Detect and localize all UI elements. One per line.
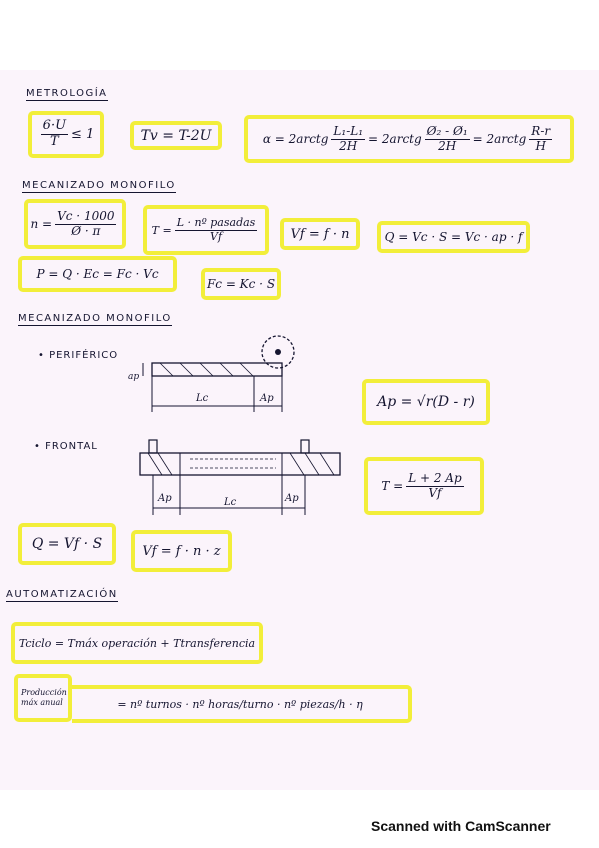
- label-lc-periferico: Lc: [196, 393, 209, 404]
- label-ap-periferico: ap: [128, 372, 140, 382]
- section-heading-mecanizado-2: MECANIZADO MONOFILO: [18, 313, 172, 324]
- formula-fc: Fc = Kc · S: [201, 268, 281, 300]
- label-frontal: • FRONTAL: [34, 441, 98, 452]
- formula-n: n = $\frac{Vc \cdot 1000}{Ø \cdot \pi}$: [24, 199, 126, 249]
- formula-vf: Vf = f · n: [280, 218, 360, 250]
- formula-vf-frontal: Vf = f · n · z: [131, 530, 232, 572]
- formula-ap: Ap = √r(D - r): [362, 379, 490, 425]
- formula-tv: Tv = T-2U: [130, 121, 222, 150]
- section-heading-mecanizado-1: MECANIZADO MONOFILO: [22, 180, 176, 191]
- formula-q-frontal: Q = Vf · S: [18, 523, 116, 565]
- label-ap-frontal-left: Ap: [158, 493, 172, 504]
- formula-p: P = Q · Ec = Fc · Vc: [18, 256, 177, 292]
- formula-t-passes: T = $\frac{\text{L · nº pasadas}}{Vf}$: [143, 205, 269, 255]
- section-heading-metrologia: METROLOGÍA: [26, 88, 108, 99]
- formula-produccion: = nº turnos · nº horas/turno · nº piezas/h · η: [72, 685, 412, 723]
- formula-tciclo: Tciclo = Tmáx operación + Ttransferencia: [11, 622, 263, 664]
- formula-ratio: $\frac{6\cdot U}{T}$ ≤ 1: [28, 111, 104, 158]
- formula-t-frontal: T = $\frac{L + 2 Ap}{Vf}$: [364, 457, 484, 515]
- formula-alpha: α = 2arctg $\frac{\text{L₁-L₁}}{2H}$ = 2arctg $\frac{\text{Ø₂ - Ø₁}}{2H}$ = 2arctg $\frac{R-r}{H}$: [244, 115, 574, 163]
- formula-q: Q = Vc · S = Vc · ap · f: [377, 221, 530, 253]
- section-heading-automatizacion: AUTOMATIZACIÓN: [6, 589, 118, 600]
- label-periferico: • PERIFÉRICO: [38, 350, 119, 361]
- label-ap-right: Ap: [260, 393, 274, 404]
- label-ap-frontal-right: Ap: [285, 493, 299, 504]
- scanner-footer: Scanned with CamScanner: [371, 818, 551, 834]
- label-lc-frontal: Lc: [224, 497, 237, 508]
- formula-produccion-label: Producción máx anual: [14, 674, 72, 722]
